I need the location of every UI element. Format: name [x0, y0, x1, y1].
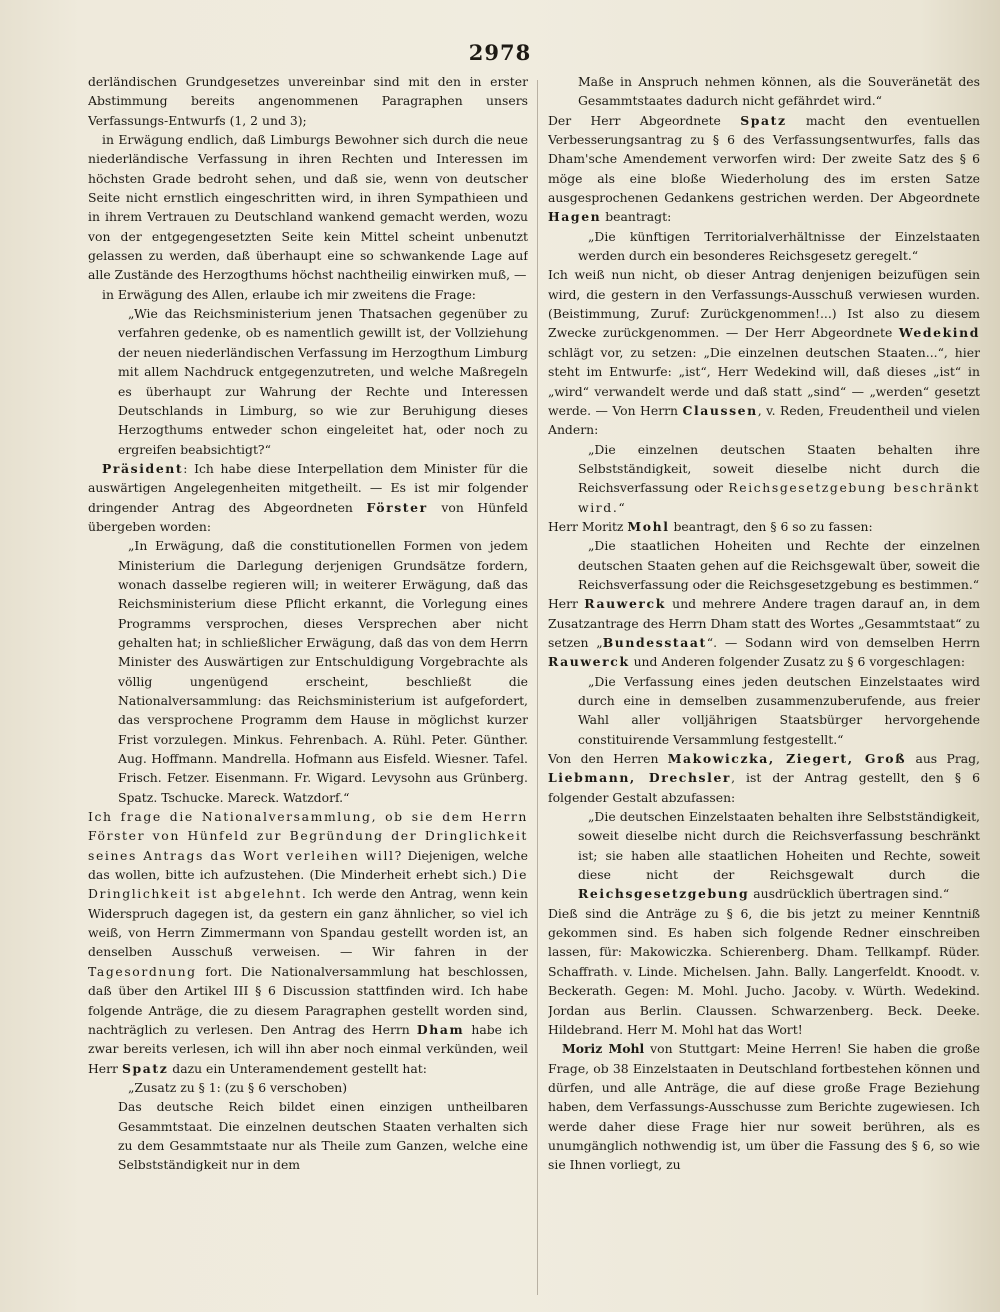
speaker-name: Moriz Mohl: [562, 1041, 645, 1057]
person-name: Hagen: [548, 209, 602, 225]
paragraph: Moriz Mohl von Stuttgart: Meine Herren! Sie haben die große Frage, ob 38 Einzelstaaten in Deutschland fortbestehen können und dürfen, und alle Anträge, die auf diese große Frage Beziehung haben, dem Verfassungs-Ausschusse zum Berichte zugewiesen. Ich werde daher diese Frage hier nur soweit berühren, als es unumgänglich nothwendig ist, um über die Fassung des § 6, so wie sie Ihnen vorliegt, zu: [548, 1041, 980, 1173]
person-names: Makowiczka, Ziegert, Groß: [667, 751, 907, 767]
person-name: Spatz: [740, 112, 787, 128]
person-name: Spatz: [121, 1060, 169, 1076]
person-name: Dham: [416, 1021, 465, 1037]
person-name: Rauwerck: [584, 596, 666, 612]
paragraph: in Erwägung endlich, daß Limburgs Bewohner sich durch die neue niederländische Verfassung in ihren Rechten und Interessen im höchsten Grade bedroht sehen, und daß sie, wenn von deutscher Seite nicht ernstlich eingeschritten wird, in ihren Sympathieen und in ihrem Vertrauen zu Deutschland wankend gemacht werden, wozu von der entgegengesetzten Seite kein Mittel scheint unbenutzt gelassen zu werden, daß überhaupt eine so schwankende Lage auf alle Zustände des Herzogthums höchst nachtheilig einwirken muß, —: [88, 132, 528, 283]
quoted-motion: „Die staatlichen Hoheiten und Rechte der einzelnen deutschen Staaten gehen auf die Reichsgewalt über, soweit die Reichsverfassung oder die Reichsgesetzgebung es bestimmen.“: [578, 538, 980, 592]
paragraph: Von den Herren Makowiczka, Ziegert, Groß aus Prag, Liebmann, Drechsler, ist der Antrag gestellt, den § 6 folgender Gestalt abzufassen:: [548, 751, 980, 805]
paragraph: Herr Rauwerck und mehrere Andere tragen darauf an, in dem Zusatzantrage des Herrn Dham statt des Wortes „Gesammtstaat“ zu setzen „Bundesstaat“. — Sodann wird von demselben Herrn Rauwerck und Anderen folgender Zusatz zu § 6 vorgeschlagen:: [548, 596, 980, 670]
quoted-motion: „Die künftigen Territorialverhältnisse der Einzelstaaten werden durch ein besonderes Reichsgesetz geregelt.“: [578, 228, 980, 264]
paragraph: in Erwägung des Allen, erlaube ich mir zweitens die Frage:: [102, 286, 476, 302]
person-name: Wedekind: [898, 325, 980, 341]
quoted-motion: „Die deutschen Einzelstaaten behalten ihre Selbstständigkeit, soweit dieselbe nicht durch die Reichsverfassung beschränkt ist; sie haben alle staatlichen Hoheiten und Rechte, soweit diese nicht der Reichsgewalt durch die Reichsgesetzgebung ausdrücklich übertragen sind.“: [578, 809, 980, 902]
paragraph: Präsident: Ich habe diese Interpellation dem Minister für die auswärtigen Angelegenheiten mitgetheilt. — Es ist mir folgender dringender Antrag des Abgeordneten Förster von Hünfeld übergeben worden:: [88, 460, 528, 534]
paragraph: Der Herr Abgeordnete Spatz macht den eventuellen Verbesserungsantrag zu § 6 des Verfassungsentwurfes, falls das Dham'sche Amendement verworfen wird: Der zweite Satz des § 6 möge als eine bloße Wiederholung des im ersten Satze ausgesprochenen Gedankens gestrichen werden. Der Abgeordnete Hagen beantragt:: [548, 112, 980, 225]
speaker-name: Präsident: [102, 460, 184, 476]
quoted-motion: „Die einzelnen deutschen Staaten behalten ihre Selbstständigkeit, soweit dieselbe nicht durch die Reichsverfassung oder Reichsgesetzgebung beschränkt wird.“: [578, 441, 980, 515]
quoted-motion: „In Erwägung, daß die constitutionellen Formen von jedem Ministerium die Darlegung derjenigen Grundsätze fordern, wonach dasselbe regieren will; in weiterer Erwägung, daß das Reichsministerium diese Pflicht erkannt, die Vorlegung eines Programms versprochen, dieses Versprechen aber nicht gehalten hat; in schließlicher Erwägung, daß das von dem Herrn Minister des Auswärtigen zur Entschuldigung Vorgebrachte als völlig ungenügend erscheint, beschließt die Nationalversammlung: das Reichsministerium ist aufgefordert, das versprochene Programm dem Hause in möglichst kurzer Frist vorzulegen. Minkus. Fehrenbach. A. Rühl. Peter. Günther. Aug. Hoffmann. Mandrella. Hofmann aus Eisfeld. Wiesner. Tafel. Frisch. Fetzer. Eisenmann. Fr. Wigard. Levysohn aus Grünberg. Spatz. Tschucke. Mareck. Watzdorf.“: [118, 538, 528, 805]
quoted-text: Das deutsche Reich bildet einen einzigen untheilbaren Gesammtstaat. Die einzelnen deutschen Staaten verhalten sich zu dem Gesammtstaate nur als Theile zum Ganzen, welche eine Selbstständigkeit nur in dem: [118, 1099, 528, 1173]
quoted-question: „Wie das Reichsministerium jenen Thatsachen gegenüber zu verfahren gedenke, ob es namentlich gewillt ist, der Vollziehung der neuen niederländischen Verfassung im Herzogthum Limburg mit allem Nachdruck entgegenzutreten, und welche Maßregeln es überhaupt zur Wahrung der Rechte und Interessen Deutschlands in Limburg, so wie zur Beruhigung dieses Herzogthums entweder schon eingeleitet hat, oder noch zu ergreifen beabsichtigt?“: [118, 306, 528, 457]
person-name: Claussen: [682, 402, 758, 418]
quoted-motion: „Die Verfassung eines jeden deutschen Einzelstaates wird durch eine in demselben zusammenzuberufende, aus freier Wahl aller volljährigen Staatsbürger hervorgehende constituirende Versammlung festgestellt.“: [578, 673, 980, 747]
person-name: Mohl: [627, 518, 670, 534]
column-divider: [537, 80, 538, 1295]
person-name: Förster: [366, 499, 428, 515]
left-column: [88, 72, 528, 1297]
paragraph: Ich weiß nun nicht, ob dieser Antrag denjenigen beizufügen sein wird, die gestern in den Verfassungs-Ausschuß verwiesen wurden. (Beistimmung, Zuruf: Zurückgenommen!...) Ist also zu diesem Zwecke zurückgenommen. — Der Herr Abgeordnete Wedekind schlägt vor, zu setzen: „Die einzelnen deutschen Staaten...“, hier steht im Entwurfe: „ist“, Herr Wedekind will, daß dieses „ist“ in „wird“ verwandelt werde und daß statt „sind“ — „werden“ gesetzt werde. — Von Herrn Claussen, v. Reden, Freudentheil und vielen Andern:: [548, 267, 980, 438]
quoted-heading: „Zusatz zu § 1: (zu § 6 verschoben): [128, 1079, 348, 1095]
paragraph: derländischen Grundgesetzes unvereinbar sind mit den in erster Abstimmung bereits angenommenen Paragraphen unsers Verfassungs-Entwurfs (1, 2 und 3);: [88, 74, 528, 128]
paragraph: Dieß sind die Anträge zu § 6, die bis jetzt zu meiner Kenntniß gekommen sind. Es haben sich folgende Redner einschreiben lassen, für: Makowiczka. Schierenberg. Dham. Tellkampf. Rüder. Schaffrath. v. Linde. Michelsen. Jahn. Bally. Langerfeldt. Knoodt. v. Beckerath. Gegen: M. Mohl. Jucho. Jacoby. v. Würth. Wedekind. Jordan aus Berlin. Claussen. Schwarzenberg. Beck. Deeke. Hildebrand. Herr M. Mohl hat das Wort!: [548, 905, 980, 1037]
person-name: Rauwerck: [548, 654, 630, 670]
right-column: [548, 72, 980, 1297]
person-names: Liebmann, Drechsler: [548, 770, 732, 786]
paragraph: Ich frage die Nationalversammlung, ob sie dem Herrn Förster von Hünfeld zur Begründung der Dringlichkeit seines Antrags das Wort verleihen will? Diejenigen, welche das wollen, bitte ich aufzustehen. (Die Minderheit erhebt sich.) Die Dringlichkeit ist abgelehnt. Ich werde den Antrag, wenn kein Widerspruch dagegen ist, da gestern ein ganz ähnlicher, so viel ich weiß, von Herrn Zimmermann von Spandau gestellt worden ist, an denselben Ausschuß verweisen. — Wir fahren in der Tagesordnung fort. Die Nationalversammlung hat beschlossen, daß über den Artikel III § 6 Discussion stattfinden wird. Ich habe folgende Anträge, die zu diesem Paragraphen gestellt worden sind, nachträglich zu verlesen. Den Antrag des Herrn Dham habe ich zwar bereits verlesen, ich will ihn aber noch einmal verkünden, weil Herr Spatz dazu ein Unteramendement gestellt hat:: [88, 809, 528, 1076]
paragraph: Herr Moritz Mohl beantragt, den § 6 so zu fassen:: [548, 518, 873, 534]
quoted-text: Maße in Anspruch nehmen können, als die Souveränetät des Gesammtstaates dadurch nicht gefährdet wird.“: [578, 74, 980, 109]
page-number: 2978: [468, 40, 532, 65]
